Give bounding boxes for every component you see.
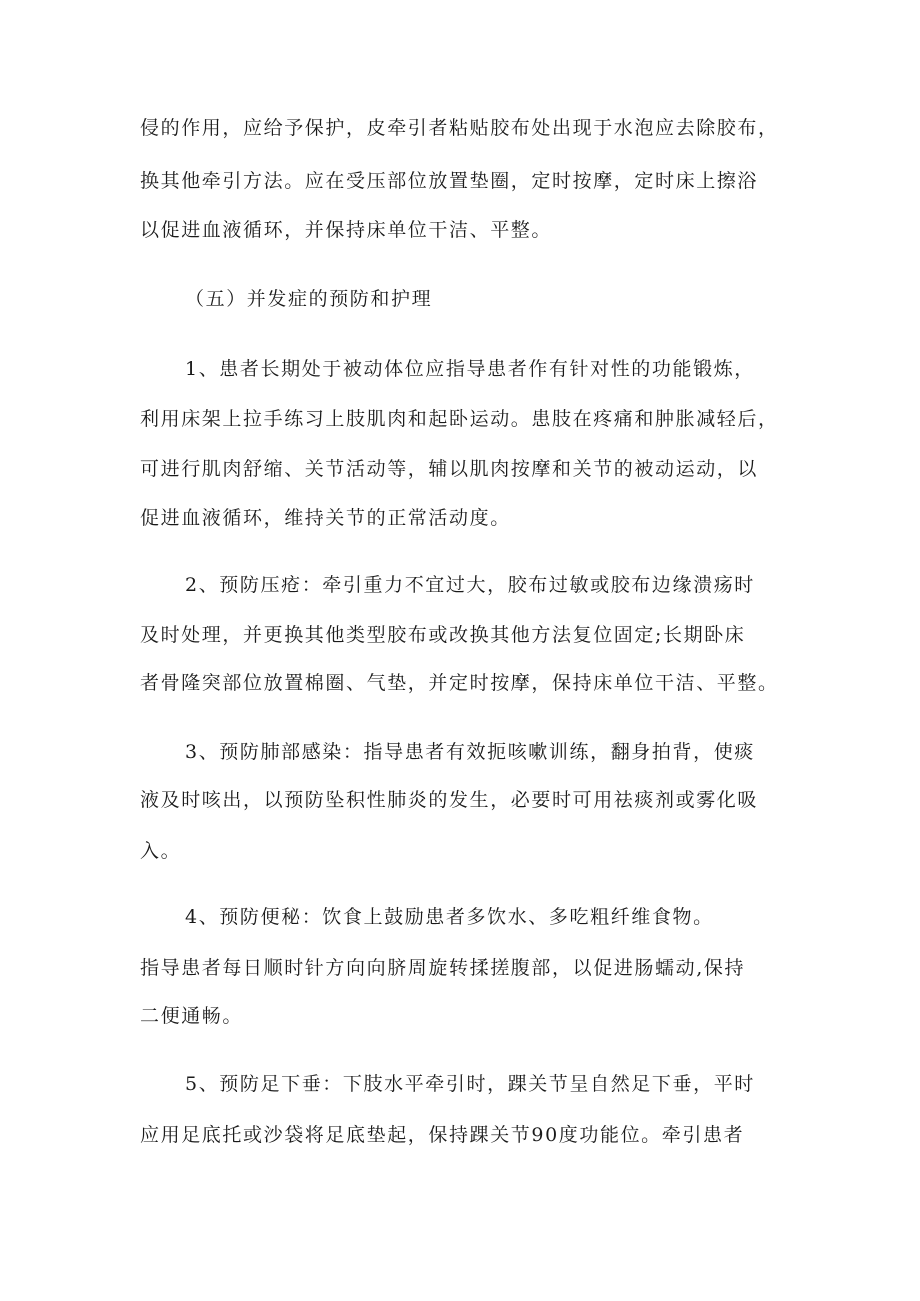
item3-line-1: 3、预防肺部感染：指导患者有效扼咳嗽训练，翻身拍背，使痰: [185, 741, 755, 763]
item3-line-2: 液及时咳出，以预防坠积性肺炎的发生，必要时可用祛痰剂或雾化吸: [140, 789, 759, 811]
item2-line-2: 及时处理，并更换其他类型胶布或改换其他方法复位固定;长期卧床: [140, 624, 746, 646]
item1-line-4: 促进血液循环，维持关节的正常活动度。: [140, 507, 511, 529]
item3-line-3: 入。: [140, 840, 182, 862]
item4-line-1: 4、预防便秘：饮食上鼓励患者多饮水、多吃粗纤维食物。: [185, 906, 714, 928]
item4-line-2: 指导患者每日顺时针方向向脐周旋转揉搓腹部，以促进肠蠕动,保持: [140, 957, 746, 979]
item1-line-2: 利用床架上拉手练习上肢肌肉和起卧运动。患肢在疼痛和肿胀减轻后，: [140, 408, 779, 430]
item5-line-2: 应用足底托或沙袋将足底垫起，保持踝关节90度功能位。牵引患者: [140, 1124, 745, 1146]
intro-line-3: 以促进血液循环，并保持床单位干洁、平整。: [140, 219, 553, 241]
section-heading: （五）并发症的预防和护理: [185, 288, 433, 310]
item2-line-1: 2、预防压疮：牵引重力不宜过大，胶布过敏或胶布边缘溃疡时: [185, 574, 755, 596]
item1-line-3: 可进行肌肉舒缩、关节活动等，辅以肌肉按摩和关节的被动运动，以: [140, 458, 759, 480]
item2-line-3: 者骨隆突部位放置棉圈、气垫，并定时按摩，保持床单位干洁、平整。: [140, 672, 779, 694]
intro-line-2: 换其他牵引方法。应在受压部位放置垫圈，定时按摩，定时床上擦浴: [140, 170, 759, 192]
item5-line-1: 5、预防足下垂：下肢水平牵引时，踝关节呈自然足下垂，平时: [185, 1073, 755, 1095]
intro-line-1: 侵的作用，应给予保护，皮牵引者粘贴胶布处出现于水泡应去除胶布，: [140, 117, 779, 139]
item1-line-1: 1、患者长期处于被动体位应指导患者作有针对性的功能锻炼，: [185, 358, 755, 380]
item4-line-3: 二便通畅。: [140, 1005, 244, 1027]
